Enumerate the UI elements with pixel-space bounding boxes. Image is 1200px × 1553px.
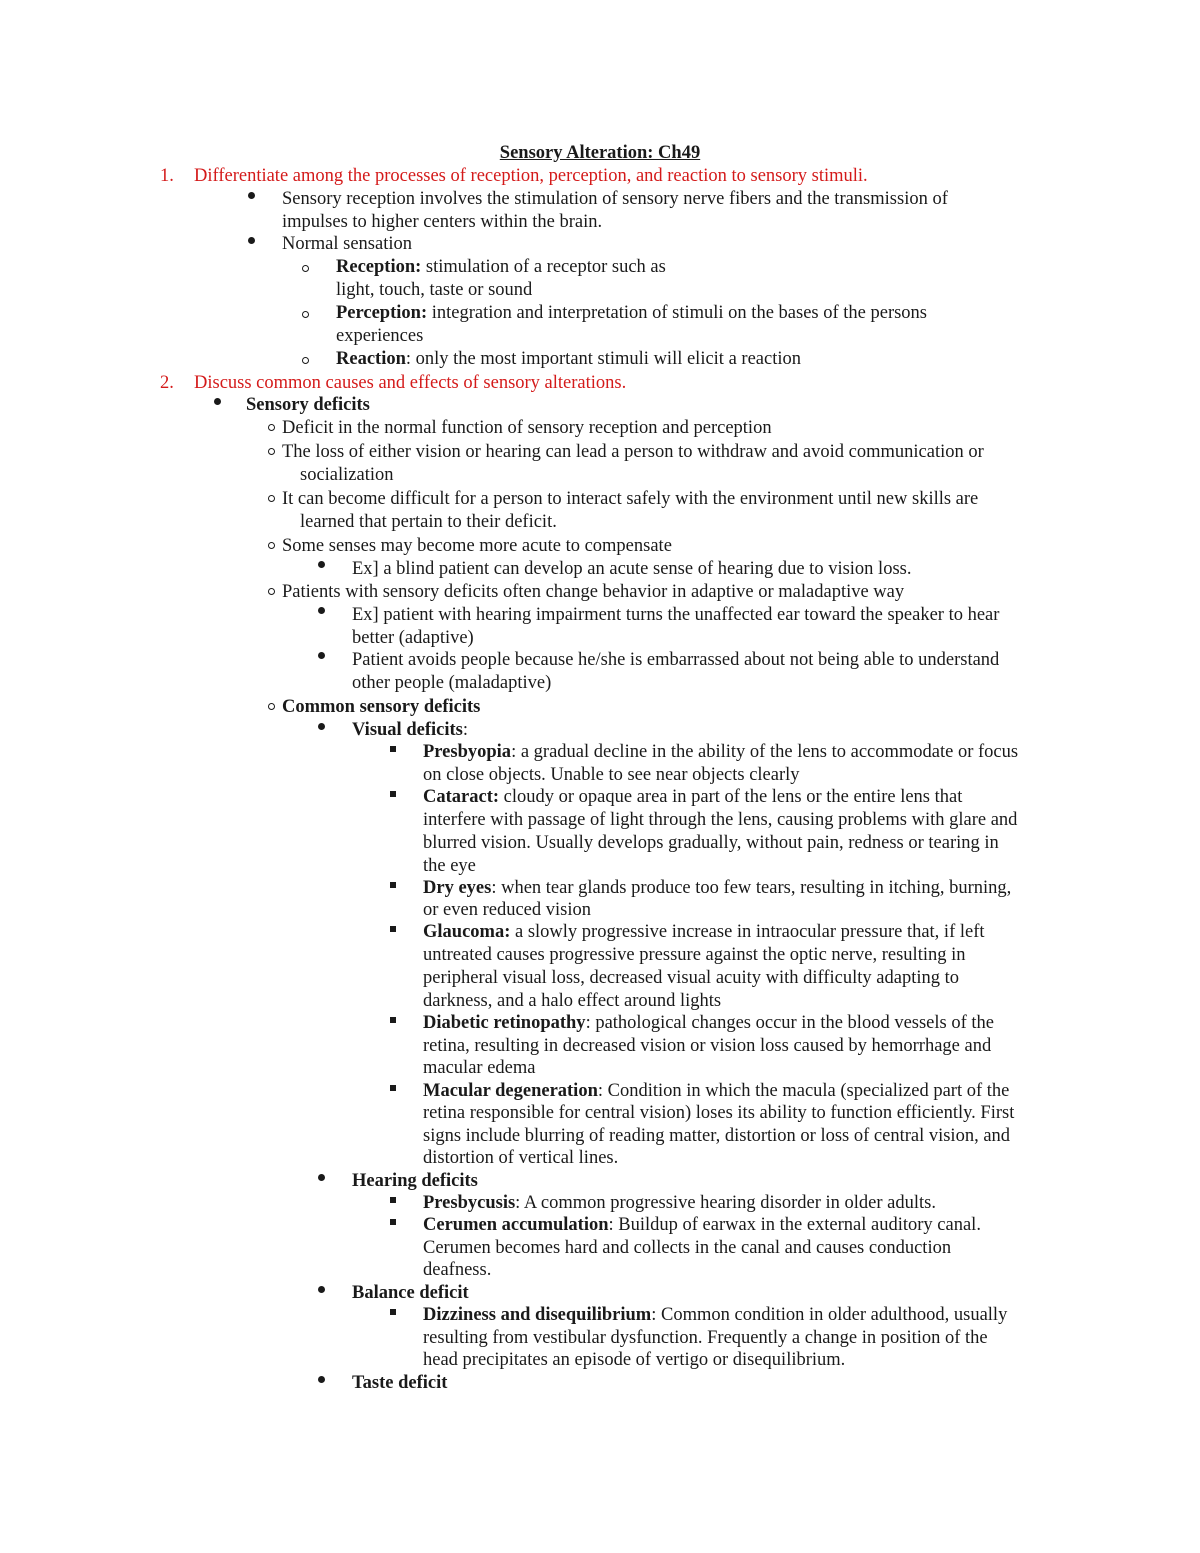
glaucoma-line-3: peripheral visual loss, decreased visual acuity with difficulty adapting to xyxy=(423,968,960,988)
dry-eyes-line-2: or even reduced vision xyxy=(423,900,591,920)
glaucoma-definition: a slowly progressive increase in intraocular pressure that, if left xyxy=(510,922,985,942)
common-deficits-heading xyxy=(282,696,480,719)
bullet-circle-icon xyxy=(302,357,309,364)
taste-deficit-heading xyxy=(352,1372,447,1395)
dry-eyes-definition: : when tear glands produce too few tears, resulting in itching, burning, xyxy=(491,878,1012,898)
presbycusis-item xyxy=(423,1192,936,1215)
bullet-disc-icon xyxy=(318,561,325,568)
visual-deficits-colon: : xyxy=(462,720,468,740)
cataract-line-3: blurred vision. Usually develops gradually, without pain, redness or tearing in xyxy=(423,833,999,853)
interact-safely-line-1: It can become difficult for a person to interact safely with the environment until new skills are xyxy=(282,489,979,509)
macular-degeneration-definition: : Condition in which the macula (specialized part of the xyxy=(597,1081,1010,1101)
bullet-disc-icon xyxy=(248,192,255,199)
objective-2-number: 2. xyxy=(160,373,174,393)
presbycusis-term: Presbycusis xyxy=(423,1193,516,1213)
cerumen-term: Cerumen accumulation xyxy=(423,1215,609,1235)
reaction-item xyxy=(336,348,801,371)
bullet-disc-icon xyxy=(318,1286,325,1293)
behavior-change: Patients with sensory deficits often change behavior in adaptive or maladaptive way xyxy=(282,582,905,602)
cataract-line-4: the eye xyxy=(423,856,476,876)
cataract-term: Cataract: xyxy=(423,787,500,807)
bullet-circle-icon xyxy=(268,424,275,431)
diabetic-retinopathy-term: Diabetic retinopathy xyxy=(423,1013,586,1033)
bullet-square-icon xyxy=(390,1085,396,1091)
dizziness-definition: : Common condition in older adulthood, usually xyxy=(651,1305,1008,1325)
presbyopia-line-2: on close objects. Unable to see near objects clearly xyxy=(423,765,800,785)
reaction-definition: : only the most important stimuli will elicit a reaction xyxy=(405,349,801,369)
dry-eyes-item xyxy=(423,877,1011,900)
bullet-disc-icon xyxy=(318,652,325,659)
reception-term: Reception: xyxy=(336,257,422,277)
interact-safely-line-2: learned that pertain to their deficit. xyxy=(300,512,557,532)
bullet-square-icon xyxy=(390,1309,396,1315)
perception-term: Perception: xyxy=(336,303,428,323)
perception-definition-line-2: experiences xyxy=(336,326,424,346)
reception-item xyxy=(336,256,666,279)
glaucoma-line-2: untreated causes progressive pressure against the optic nerve, resulting in xyxy=(423,945,966,965)
bullet-disc-icon xyxy=(318,1174,325,1181)
cerumen-item xyxy=(423,1214,981,1237)
cataract-definition: cloudy or opaque area in part of the lens or the entire lens that xyxy=(499,787,963,807)
bullet-circle-icon xyxy=(302,265,309,272)
bullet-square-icon xyxy=(390,926,396,932)
bullet-disc-icon xyxy=(318,1376,325,1383)
maladaptive-example-line-1: Patient avoids people because he/she is embarrassed about not being able to understand xyxy=(352,650,1000,670)
reception-definition: stimulation of a receptor such as xyxy=(421,257,666,277)
normal-sensation-label: Normal sensation xyxy=(282,234,412,254)
macular-degeneration-line-2: retina responsible for central vision) loses its ability to function efficiently. First xyxy=(423,1103,1015,1123)
dizziness-line-3: head precipitates an episode of vertigo or disequilibrium. xyxy=(423,1350,846,1370)
presbyopia-definition: : a gradual decline in the ability of the lens to accommodate or focus xyxy=(511,742,1019,762)
common-deficits-label: Common sensory deficits xyxy=(282,697,481,717)
objective-2-text: Discuss common causes and effects of sensory alterations. xyxy=(194,373,627,393)
bullet-square-icon xyxy=(390,882,396,888)
bullet-square-icon xyxy=(390,1197,396,1203)
objective-1-number: 1. xyxy=(160,166,174,186)
deficit-definition: Deficit in the normal function of sensory reception and perception xyxy=(282,418,772,438)
sensory-deficits-heading xyxy=(246,394,370,417)
macular-degeneration-line-3: signs include blurring of reading matter, distortion or loss of central vision, and xyxy=(423,1126,1011,1146)
bullet-circle-icon xyxy=(268,703,275,710)
bullet-circle-icon xyxy=(268,448,275,455)
macular-degeneration-line-4: distortion of vertical lines. xyxy=(423,1148,619,1168)
page-title: Sensory Alteration: Ch49 xyxy=(499,143,701,163)
macular-degeneration-item xyxy=(423,1080,1009,1103)
bullet-disc-icon xyxy=(318,723,325,730)
withdraw-line-2: socialization xyxy=(300,465,394,485)
bullet-circle-icon xyxy=(268,542,275,549)
bullet-square-icon xyxy=(390,791,396,797)
bullet-square-icon xyxy=(390,1219,396,1225)
bullet-disc-icon xyxy=(214,398,221,405)
objective-1-text: Differentiate among the processes of reception, perception, and reaction to sensory stimuli. xyxy=(194,166,868,186)
glaucoma-term: Glaucoma: xyxy=(423,922,511,942)
hearing-deficits-label: Hearing deficits xyxy=(352,1171,478,1191)
bullet-square-icon xyxy=(390,1017,396,1023)
sensory-deficits-label: Sensory deficits xyxy=(246,395,370,415)
bullet-circle-icon xyxy=(268,495,275,502)
diabetic-retinopathy-definition: : pathological changes occur in the blood vessels of the xyxy=(585,1013,994,1033)
maladaptive-example-line-2: other people (maladaptive) xyxy=(352,673,552,693)
reaction-term: Reaction xyxy=(336,349,406,369)
hearing-deficits-heading xyxy=(352,1170,478,1193)
bullet-disc-icon xyxy=(248,237,255,244)
reception-summary-line-2: impulses to higher centers within the brain. xyxy=(282,212,603,232)
taste-deficit-label: Taste deficit xyxy=(352,1373,448,1393)
cerumen-definition: : Buildup of earwax in the external auditory canal. xyxy=(608,1215,981,1235)
adaptive-example-line-2: better (adaptive) xyxy=(352,628,474,648)
cerumen-line-3: deafness. xyxy=(423,1260,492,1280)
cerumen-line-2: Cerumen becomes hard and collects in the canal and causes conduction xyxy=(423,1238,952,1258)
balance-deficit-heading xyxy=(352,1282,469,1305)
visual-deficits-heading xyxy=(352,719,468,742)
senses-compensate: Some senses may become more acute to compensate xyxy=(282,536,672,556)
diabetic-retinopathy-item xyxy=(423,1012,994,1035)
presbycusis-definition: : A common progressive hearing disorder in older adults. xyxy=(515,1193,936,1213)
bullet-circle-icon xyxy=(302,311,309,318)
reception-definition-line-2: light, touch, taste or sound xyxy=(336,280,533,300)
diabetic-retinopathy-line-2: retina, resulting in decreased vision or vision loss caused by hemorrhage and xyxy=(423,1036,992,1056)
dry-eyes-term: Dry eyes xyxy=(423,878,492,898)
perception-item xyxy=(336,302,927,325)
blind-patient-example: Ex] a blind patient can develop an acute sense of hearing due to vision loss. xyxy=(352,559,912,579)
reception-summary-line-1: Sensory reception involves the stimulation of sensory nerve fibers and the transmission of xyxy=(282,189,948,209)
bullet-circle-icon xyxy=(268,588,275,595)
presbyopia-item xyxy=(423,741,1018,764)
glaucoma-item xyxy=(423,921,985,944)
withdraw-line-1: The loss of either vision or hearing can lead a person to withdraw and avoid communication or xyxy=(282,442,984,462)
visual-deficits-label: Visual deficits xyxy=(352,720,463,740)
macular-degeneration-term: Macular degeneration xyxy=(423,1081,598,1101)
dizziness-item xyxy=(423,1304,1007,1327)
cataract-line-2: interfere with passage of light through the lens, causing problems with glare and xyxy=(423,810,1018,830)
perception-definition: integration and interpretation of stimuli on the bases of the persons xyxy=(427,303,928,323)
cataract-item xyxy=(423,786,962,809)
bullet-disc-icon xyxy=(318,607,325,614)
adaptive-example-line-1: Ex] patient with hearing impairment turns the unaffected ear toward the speaker to hear xyxy=(352,605,1000,625)
dizziness-term: Dizziness and disequilibrium xyxy=(423,1305,652,1325)
balance-deficit-label: Balance deficit xyxy=(352,1283,469,1303)
bullet-square-icon xyxy=(390,746,396,752)
dizziness-line-2: resulting from vestibular dysfunction. Frequently a change in position of the xyxy=(423,1328,988,1348)
diabetic-retinopathy-line-3: macular edema xyxy=(423,1058,536,1078)
presbyopia-term: Presbyopia xyxy=(423,742,512,762)
glaucoma-line-4: darkness, and a halo effect around lights xyxy=(423,991,722,1011)
